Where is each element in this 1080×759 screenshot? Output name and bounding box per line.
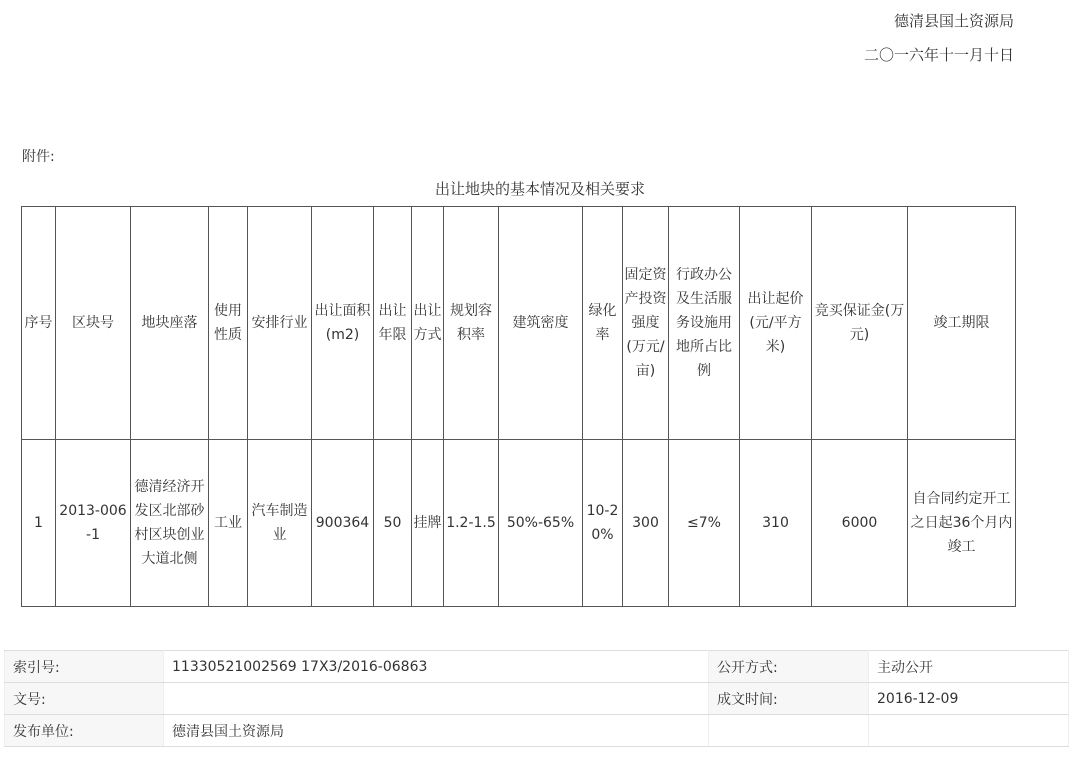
meta-row [5,683,1069,715]
publisher-label: 发布单位: [5,715,164,747]
attachment-label: 附件: [22,149,55,165]
header-cell: 固定资产投资强度(万元/亩) [623,207,669,440]
cell-location: 德清经济开发区北部砂村区块创业大道北侧 [131,440,209,607]
open-method-value: 主动公开 [869,651,1069,683]
issue-date: 二〇一六年十一月十日 [863,46,1014,64]
meta-row [5,651,1069,683]
meta-row [5,715,1069,747]
cell-block-number: 2013-006-1 [56,440,131,607]
cell-deposit: 6000 [812,440,908,607]
cell-starting-price: 310 [740,440,812,607]
written-date-label: 成文时间: [709,683,869,715]
cell-plot-ratio: 1.2-1.5 [444,440,499,607]
table-row [22,440,1016,607]
header-cell: 行政办公及生活服务设施用地所占比例 [669,207,740,440]
land-info-table [21,206,1016,607]
written-date-value: 2016-12-09 [869,683,1069,715]
header-cell: 区块号 [56,207,131,440]
doc-number-label: 文号: [5,683,164,715]
header-cell: 规划容积率 [444,207,499,440]
issuer-name: 德清县国土资源局 [893,12,1014,30]
empty-cell [869,715,1069,747]
header-cell: 出让年限 [374,207,412,440]
index-label: 索引号: [5,651,164,683]
cell-completion: 自合同约定开工之日起36个月内竣工 [908,440,1016,607]
cell-term: 50 [374,440,412,607]
cell-office-ratio: ≤7% [669,440,740,607]
cell-area: 900364 [312,440,374,607]
header-cell: 地块座落 [131,207,209,440]
table-title: 出让地块的基本情况及相关要求 [434,180,645,198]
publisher-value: 德清县国土资源局 [164,715,709,747]
empty-cell [709,715,869,747]
cell-building-density: 50%-65% [499,440,583,607]
open-method-label: 公开方式: [709,651,869,683]
header-cell: 出让方式 [412,207,444,440]
header-cell: 安排行业 [248,207,312,440]
header-cell: 竣工期限 [908,207,1016,440]
doc-number-value [164,683,709,715]
header-cell: 建筑密度 [499,207,583,440]
table-header-row [22,207,1016,440]
cell-investment: 300 [623,440,669,607]
index-value: 11330521002569 17X3/2016-06863 [164,651,709,683]
header-cell: 出让起价(元/平方米) [740,207,812,440]
cell-transfer-method: 挂牌 [412,440,444,607]
header-cell: 使用性质 [209,207,248,440]
cell-serial: 1 [22,440,56,607]
header-cell: 序号 [22,207,56,440]
document-meta-table [4,650,1069,747]
cell-industry: 汽车制造业 [248,440,312,607]
header-cell: 绿化率 [583,207,623,440]
cell-usage: 工业 [209,440,248,607]
cell-green-rate: 10-20% [583,440,623,607]
header-cell: 出让面积(m2) [312,207,374,440]
header-cell: 竞买保证金(万元) [812,207,908,440]
